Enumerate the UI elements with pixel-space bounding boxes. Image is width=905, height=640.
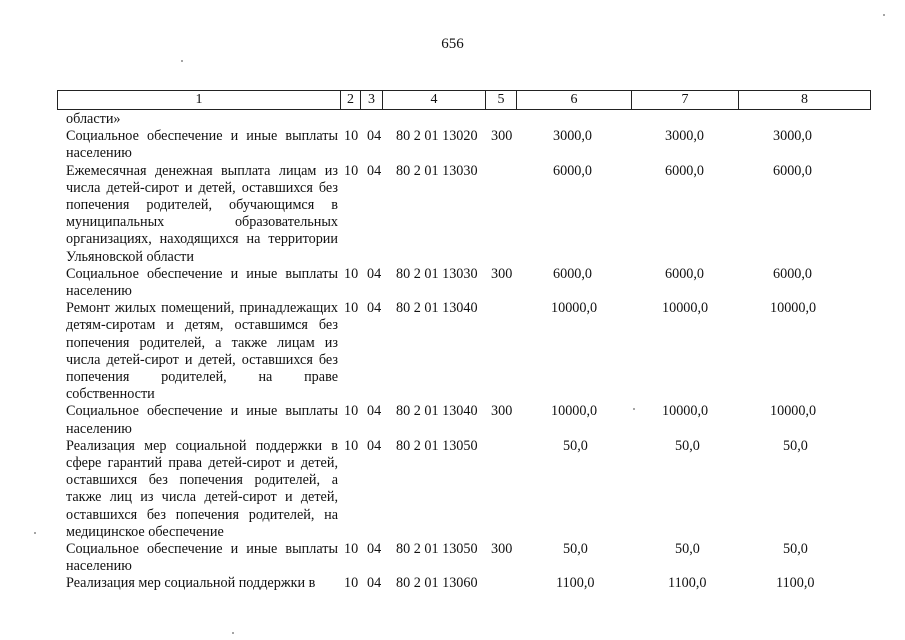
row-section: 10 bbox=[344, 575, 359, 592]
row-name: Реализация мер социальной поддержки в сфере гарантий права детей-сирот и детей, оставшихся без попечения родителей, а также лиц из числа детей-сирот и детей, оставшихся без попечения родителей, на медицинское обеспечение bbox=[66, 437, 338, 540]
table-row bbox=[0, 438, 905, 541]
header-col-4: 4 bbox=[383, 91, 486, 109]
table-row bbox=[0, 266, 905, 300]
header-col-2: 2 bbox=[341, 91, 361, 109]
continuation-row bbox=[0, 111, 905, 128]
header-col-3: 3 bbox=[361, 91, 383, 109]
row-value-6: 6000,0 bbox=[553, 265, 593, 282]
header-col-7: 7 bbox=[632, 91, 739, 109]
row-subsection: 04 bbox=[367, 437, 382, 454]
row-section: 10 bbox=[344, 403, 359, 420]
table-row bbox=[0, 163, 905, 266]
scan-speck bbox=[34, 532, 36, 534]
row-name: Социальное обеспечение и иные выплаты населению bbox=[66, 128, 338, 162]
table-row bbox=[0, 128, 905, 162]
row-value-7: 10000,0 bbox=[662, 300, 709, 317]
row-value-6: 6000,0 bbox=[553, 162, 593, 179]
row-target-code: 80 2 01 13050 bbox=[396, 541, 478, 558]
row-section: 10 bbox=[344, 265, 359, 282]
row-value-7: 6000,0 bbox=[665, 162, 705, 179]
table-row bbox=[0, 541, 905, 575]
row-section: 10 bbox=[344, 162, 359, 179]
row-section: 10 bbox=[344, 437, 359, 454]
row-value-6: 10000,0 bbox=[551, 300, 598, 317]
page-number: 656 bbox=[441, 36, 464, 52]
row-target-code: 80 2 01 13040 bbox=[396, 403, 478, 420]
row-section: 10 bbox=[344, 300, 359, 317]
row-target-code: 80 2 01 13030 bbox=[396, 265, 478, 282]
row-subsection: 04 bbox=[367, 162, 382, 179]
scan-speck bbox=[883, 14, 885, 16]
row-value-8: 6000,0 bbox=[773, 265, 813, 282]
header-col-6: 6 bbox=[517, 91, 632, 109]
row-name: Ремонт жилых помещений, принадлежащих детям-сиротам и детям, оставшимся без попечения родителей, а также лицам из числа детей-сирот и детей, оставшихся без попечения родителей, на праве собственности bbox=[66, 300, 338, 403]
row-name: Социальное обеспечение и иные выплаты населению bbox=[66, 265, 338, 300]
row-target-code: 80 2 01 13020 bbox=[396, 128, 478, 145]
header-col-1: 1 bbox=[58, 91, 341, 109]
row-section: 10 bbox=[344, 541, 359, 558]
row-value-6: 10000,0 bbox=[551, 403, 598, 420]
row-target-code: 80 2 01 13060 bbox=[396, 575, 478, 592]
table-body bbox=[0, 111, 905, 593]
header-col-8: 8 bbox=[801, 92, 808, 107]
row-value-6: 1100,0 bbox=[556, 575, 595, 592]
row-subsection: 04 bbox=[367, 128, 382, 145]
row-value-8: 1100,0 bbox=[776, 575, 815, 592]
scan-speck bbox=[232, 632, 234, 634]
table-header bbox=[57, 90, 871, 110]
row-subsection: 04 bbox=[367, 300, 382, 317]
row-target-code: 80 2 01 13040 bbox=[396, 300, 478, 317]
row-expense-type: 300 bbox=[491, 403, 513, 420]
continuation-text: области» bbox=[66, 111, 121, 127]
row-value-8: 50,0 bbox=[783, 437, 808, 454]
table-row bbox=[0, 575, 905, 592]
row-expense-type: 300 bbox=[491, 541, 513, 558]
table-row bbox=[0, 403, 905, 437]
row-value-7: 1100,0 bbox=[668, 575, 707, 592]
row-name: Социальное обеспечение и иные выплаты населению bbox=[66, 403, 338, 437]
row-value-6: 3000,0 bbox=[553, 128, 593, 145]
row-value-7: 3000,0 bbox=[665, 128, 705, 145]
scan-speck bbox=[633, 408, 635, 410]
row-value-8: 10000,0 bbox=[770, 300, 817, 317]
table-row bbox=[0, 300, 905, 403]
row-expense-type: 300 bbox=[491, 128, 513, 145]
row-target-code: 80 2 01 13050 bbox=[396, 437, 478, 454]
header-col-5: 5 bbox=[486, 91, 517, 109]
row-section: 10 bbox=[344, 128, 359, 145]
row-value-6: 50,0 bbox=[563, 437, 588, 454]
row-value-7: 10000,0 bbox=[662, 403, 709, 420]
row-subsection: 04 bbox=[367, 575, 382, 592]
row-value-7: 50,0 bbox=[675, 541, 700, 558]
row-value-7: 6000,0 bbox=[665, 265, 705, 282]
row-name: Социальное обеспечение и иные выплаты населению bbox=[66, 541, 338, 575]
row-name: Ежемесячная денежная выплата лицам из числа детей-сирот и детей, оставшихся без попечения родителей, обучающимся в муниципальных образовательных организациях, находящихся на территории Ульяновской области bbox=[66, 162, 338, 265]
row-value-8: 6000,0 bbox=[773, 162, 813, 179]
row-subsection: 04 bbox=[367, 265, 382, 282]
row-value-8: 50,0 bbox=[783, 541, 808, 558]
row-value-6: 50,0 bbox=[563, 541, 588, 558]
row-subsection: 04 bbox=[367, 541, 382, 558]
row-expense-type: 300 bbox=[491, 265, 513, 282]
row-target-code: 80 2 01 13030 bbox=[396, 162, 478, 179]
row-value-8: 10000,0 bbox=[770, 403, 817, 420]
row-name: Реализация мер социальной поддержки в bbox=[66, 575, 316, 592]
scan-speck bbox=[181, 60, 183, 62]
row-subsection: 04 bbox=[367, 403, 382, 420]
row-value-7: 50,0 bbox=[675, 437, 700, 454]
row-value-8: 3000,0 bbox=[773, 128, 813, 145]
